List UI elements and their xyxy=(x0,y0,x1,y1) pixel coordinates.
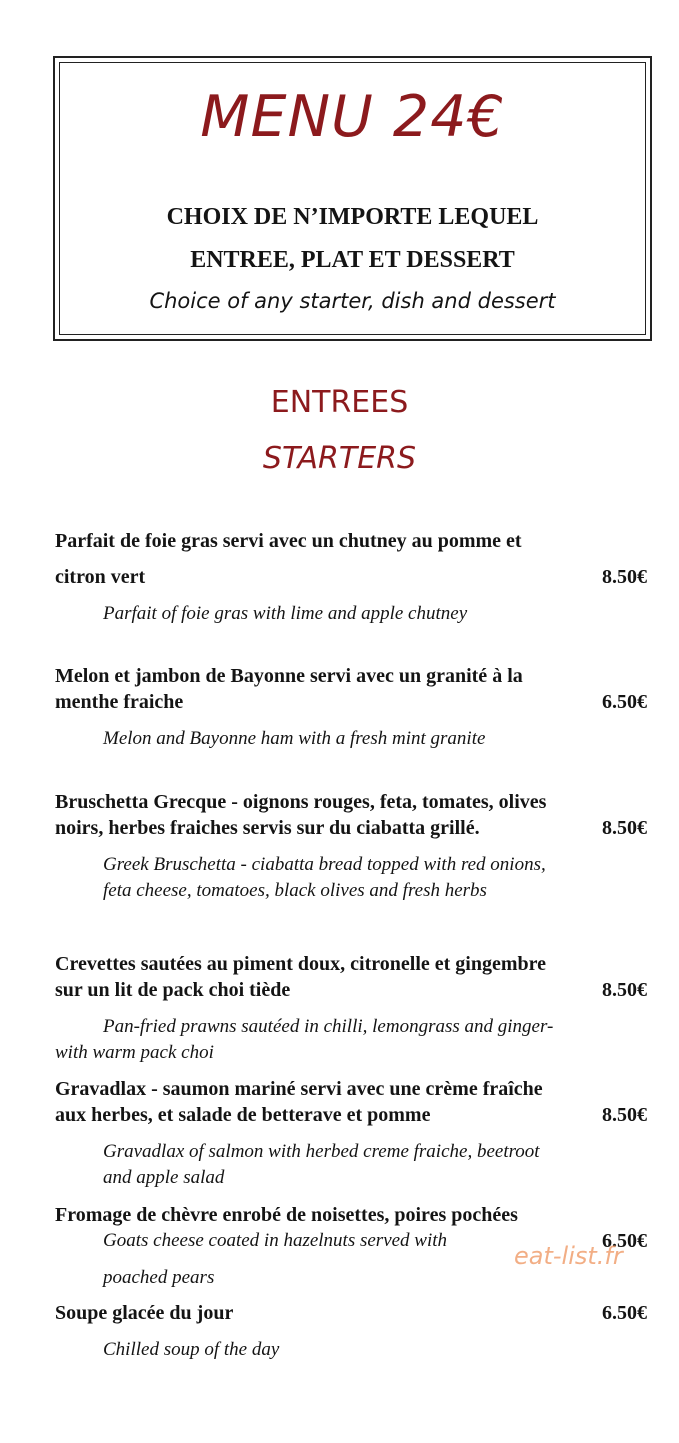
item-description-en: poached pears xyxy=(103,1267,215,1288)
item-description-en: Goats cheese coated in hazelnuts served with xyxy=(103,1230,448,1251)
item-description-en: feta cheese, tomatoes, black olives and fresh herbs xyxy=(103,880,487,901)
item-price: 8.50€ xyxy=(602,566,647,588)
item-name-fr: Parfait de foie gras servi avec un chutney au pomme et xyxy=(55,530,522,552)
menu-title: MENU 24€ xyxy=(200,84,505,150)
item-description-en: Chilled soup of the day xyxy=(103,1339,280,1360)
item-name-fr: Fromage de chèvre enrobé de noisettes, poires pochées xyxy=(55,1204,518,1226)
item-name-fr: Gravadlax - saumon mariné servi avec une crème fraîche xyxy=(55,1078,543,1100)
menu-subtitle-fr-2: ENTREE, PLAT ET DESSERT xyxy=(190,247,515,273)
item-description-en: and apple salad xyxy=(103,1167,225,1188)
item-description-en: with warm pack choi xyxy=(55,1042,214,1063)
item-name-fr: Soupe glacée du jour xyxy=(55,1302,234,1324)
item-price: 8.50€ xyxy=(602,979,647,1001)
menu-subtitle-fr-1: CHOIX DE N’IMPORTE LEQUEL xyxy=(166,204,539,230)
item-name-fr: noirs, herbes fraiches servis sur du ciabatta grillé. xyxy=(55,817,480,839)
item-name-fr: Melon et jambon de Bayonne servi avec un granité à la xyxy=(55,665,523,687)
item-description-en: Melon and Bayonne ham with a fresh mint granite xyxy=(103,728,486,749)
item-description-en: Pan-fried prawns sautéed in chilli, lemongrass and ginger- xyxy=(103,1016,554,1037)
menu-subtitle-en: Choice of any starter, dish and dessert xyxy=(149,289,556,313)
item-price: 6.50€ xyxy=(602,691,647,713)
item-description-en: Gravadlax of salmon with herbed creme fraiche, beetroot xyxy=(103,1141,540,1162)
item-description-en: Parfait of foie gras with lime and apple chutney xyxy=(103,603,468,624)
item-price: 8.50€ xyxy=(602,1104,647,1126)
item-name-fr: citron vert xyxy=(55,566,146,588)
section-title-fr: ENTREES xyxy=(270,385,409,420)
item-price: 8.50€ xyxy=(602,817,647,839)
item-description-en: Greek Bruschetta - ciabatta bread topped with red onions, xyxy=(103,854,546,875)
item-name-fr: Crevettes sautées au piment doux, citronelle et gingembre xyxy=(55,953,547,975)
item-name-fr: Bruschetta Grecque - oignons rouges, feta, tomates, olives xyxy=(55,791,547,813)
item-name-fr: aux herbes, et salade de betterave et pomme xyxy=(55,1104,431,1126)
item-price: 6.50€ xyxy=(602,1302,647,1324)
item-price: 6.50€ xyxy=(602,1230,647,1252)
menu-header-box xyxy=(53,56,652,341)
item-name-fr: menthe fraiche xyxy=(55,691,184,713)
item-name-fr: sur un lit de pack choi tiède xyxy=(55,979,291,1001)
section-title-en: STARTERS xyxy=(262,441,417,476)
watermark-text: eat-list.fr xyxy=(514,1242,623,1270)
menu-header-inner-border xyxy=(59,62,646,335)
